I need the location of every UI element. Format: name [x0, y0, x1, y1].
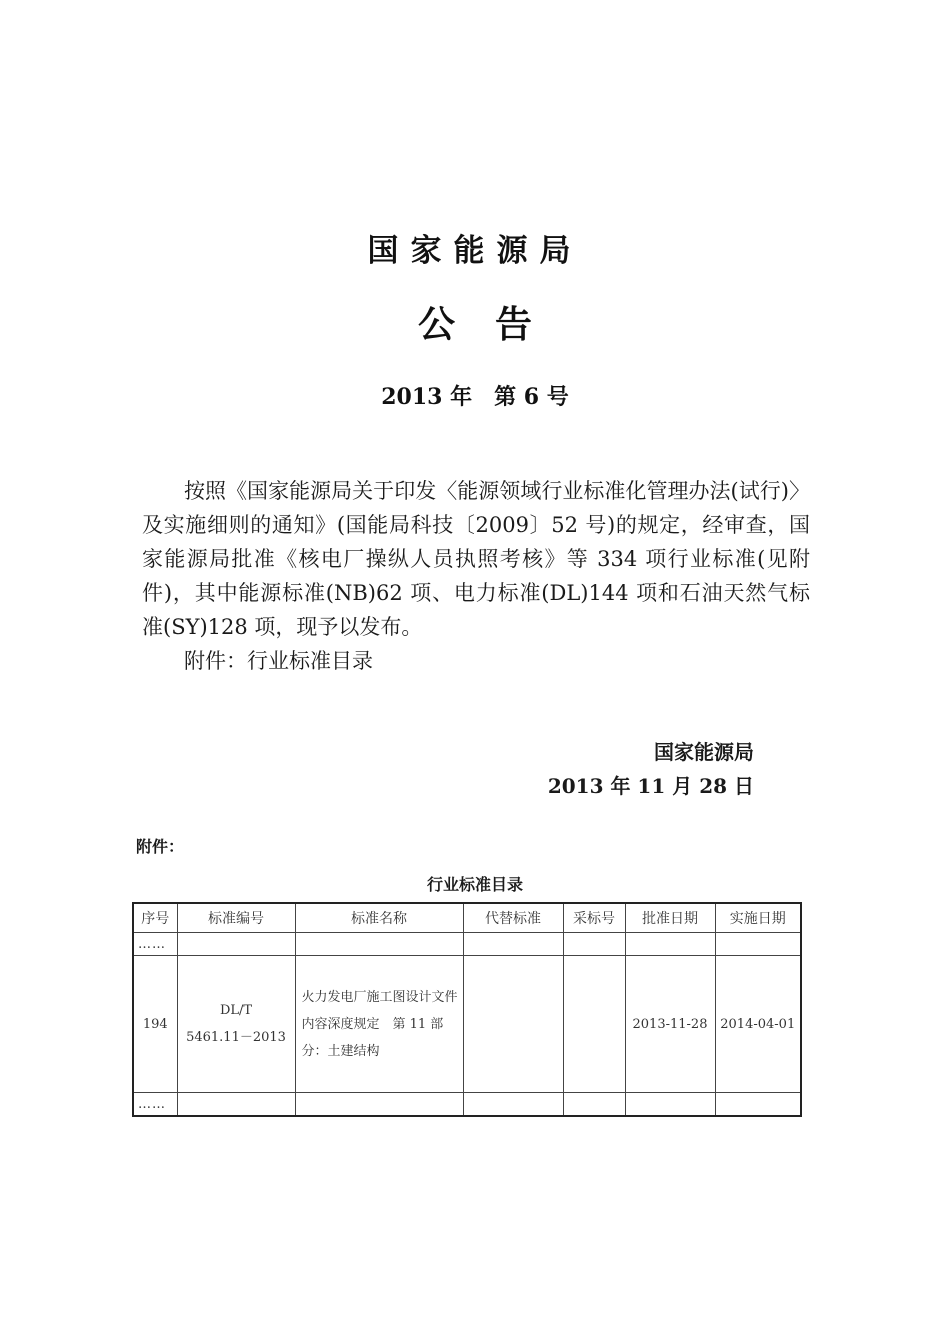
- row-name: 火力发电厂施工图设计文件内容深度规定 第 11 部分：土建结构: [295, 956, 463, 1093]
- table-header-row: [133, 903, 801, 933]
- ellipsis-cell: ……: [133, 1093, 177, 1117]
- signature-organization: 国家能源局: [654, 740, 754, 764]
- row-adopted: [563, 956, 625, 1093]
- row-effective-date: 2014-04-01: [715, 956, 801, 1093]
- issuing-organization: 国家能源局: [367, 233, 583, 269]
- row-code: [177, 956, 295, 1093]
- row-approval-date: 2013-11-28: [625, 956, 715, 1093]
- col-header-code: 标准编号: [177, 903, 295, 933]
- announcement-body: [142, 474, 810, 678]
- row-seq: 194: [133, 956, 177, 1093]
- table-row-ellipsis-bottom: [133, 1093, 801, 1117]
- row-code-number: 5461.11－2013: [186, 1030, 286, 1045]
- table-row-ellipsis-top: [133, 933, 801, 956]
- row-replaces: [463, 956, 563, 1093]
- announcement-heading: 公告: [418, 303, 572, 346]
- row-code-prefix: DL/T: [219, 1003, 253, 1018]
- col-header-name: 标准名称: [295, 903, 463, 933]
- ellipsis-cell: ……: [133, 933, 177, 956]
- announcement-number: 2013 年 第 6 号: [381, 384, 569, 410]
- table-title: 行业标准目录: [426, 875, 523, 894]
- attachment-reference: 附件：行业标准目录: [184, 649, 373, 673]
- col-header-adopted: 采标号: [563, 903, 625, 933]
- signature-date: 2013 年 11 月 28 日: [547, 774, 754, 798]
- col-header-replaces: 代替标准: [463, 903, 563, 933]
- table-row: [133, 956, 801, 1093]
- col-header-seq: 序号: [133, 903, 177, 933]
- col-header-approval-date: 批准日期: [625, 903, 715, 933]
- standards-table: [132, 902, 802, 1117]
- col-header-effective-date: 实施日期: [715, 903, 801, 933]
- body-paragraph: 按照《国家能源局关于印发〈能源领域行业标准化管理办法(试行)〉及实施细则的通知》(国能局科技〔2009〕52 号)的规定，经审查，国家能源局批准《核电厂操纵人员执照考核》等 334 项行业标准(见附件)，其中能源标准(NB)62 项、电力标准(DL)144 项和石油天然气标准(SY)128 项，现予以发布。: [142, 479, 810, 639]
- attachment-label: 附件：: [136, 837, 185, 856]
